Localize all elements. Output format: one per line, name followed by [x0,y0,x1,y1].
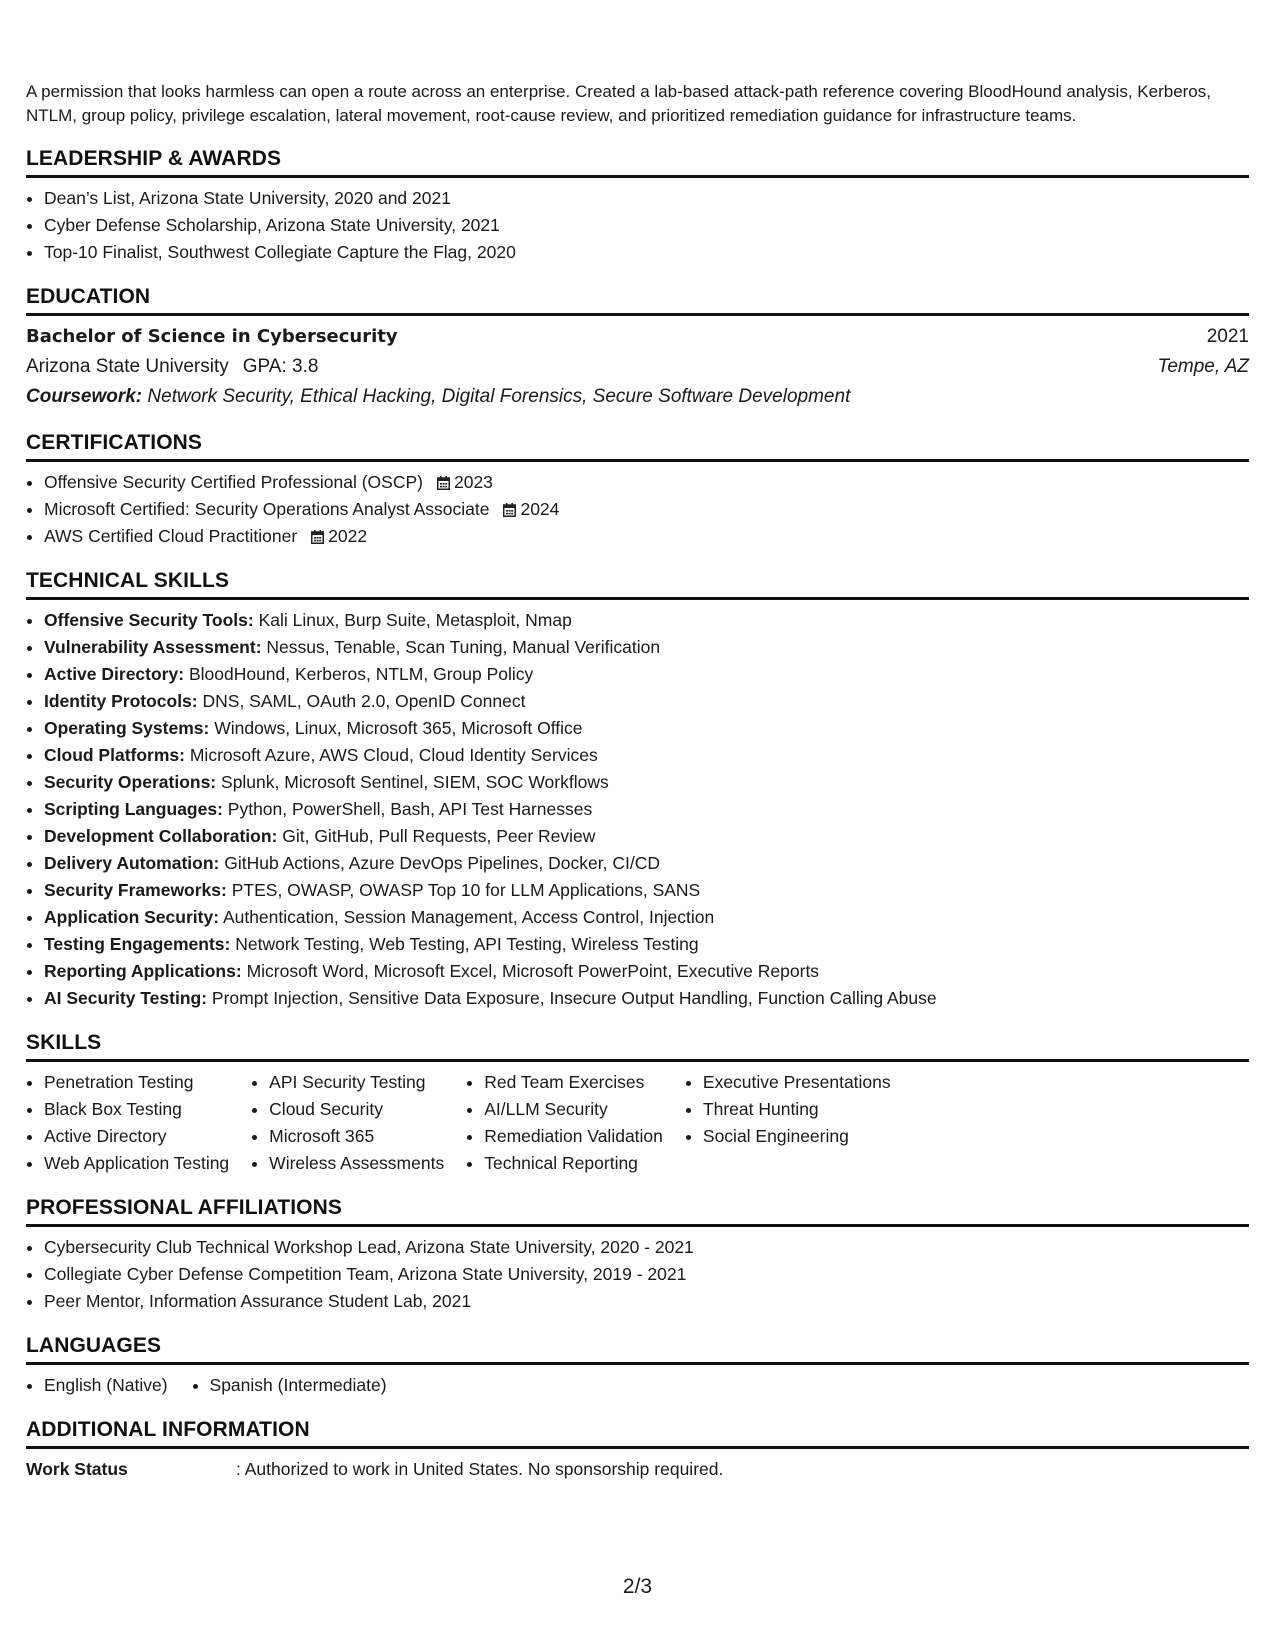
degree: Bachelor of Science in Cybersecurity [26,326,398,347]
coursework [26,382,1249,412]
skill-category-item [44,985,1249,1012]
skills-column [466,1069,663,1177]
list-item: • Dean’s List, Arizona State University, 2020 and 2021 [44,185,1249,212]
skill-category-label: Testing Engagements: [44,934,231,954]
skill-category-label: Identity Protocols: [44,691,198,711]
graduation-year: 2021 [1206,326,1249,347]
skill-category-item [44,607,1249,634]
section-skills [26,1030,1249,1177]
calendar-icon [311,530,324,544]
skill-category-item [44,823,1249,850]
education-entry [26,322,1249,412]
skill-item: • AI/LLM Security [484,1096,663,1123]
section-title: LEADERSHIP & AWARDS [26,146,1249,178]
skill-category-value: Prompt Injection, Sensitive Data Exposure, Insecure Output Handling, Function Calling Abuse [211,988,937,1008]
skill-category-value: PTES, OWASP, OWASP Top 10 for LLM Applications, SANS [231,880,701,900]
skill-category-value: Windows, Linux, Microsoft 365, Microsoft Office [214,718,583,738]
skill-item: • Technical Reporting [484,1150,663,1177]
certification-list [26,469,1249,550]
school-name: Arizona State University [26,356,229,377]
skill-category-item [44,904,1249,931]
certification-year: 2022 [328,526,368,546]
skill-category-value: Microsoft Azure, AWS Cloud, Cloud Identity Services [189,745,598,765]
section-education [26,284,1249,412]
skill-item: • Executive Presentations [703,1069,891,1096]
skill-category-label: Cloud Platforms: [44,745,185,765]
certification-item [44,523,1249,550]
certification-year: 2023 [453,472,493,492]
certification-name: AWS Certified Cloud Practitioner [44,526,298,546]
coursework-list: Network Security, Ethical Hacking, Digital Forensics, Secure Software Development [147,386,851,407]
skill-item: • Red Team Exercises [484,1069,663,1096]
skill-item: • API Security Testing [269,1069,444,1096]
skill-item: • Wireless Assessments [269,1150,444,1177]
skill-category-item [44,931,1249,958]
skill-category-label: Operating Systems: [44,718,210,738]
skill-category-item [44,850,1249,877]
affiliations-list [26,1234,1249,1315]
section-leadership [26,146,1249,266]
skill-category-item [44,769,1249,796]
skill-category-item [44,688,1249,715]
skill-category-value: GitHub Actions, Azure DevOps Pipelines, Docker, CI/CD [224,853,660,873]
skill-category-value: Git, GitHub, Pull Requests, Peer Review [282,826,596,846]
languages-row [26,1365,1249,1399]
project-description: A permission that looks harmless can open a route across an enterprise. Created a lab-based attack-path reference covering BloodHound analysis, Kerberos, NTLM, group policy, privilege escalation, lateral movement, root-cause review, and prioritized remediation guidance for infrastructure teams. [26,82,1211,125]
section-technical-skills [26,568,1249,1012]
work-status-value: : Authorized to work in United States. No sponsorship required. [236,1459,724,1479]
skill-item: • Black Box Testing [44,1096,229,1123]
list-item: • Peer Mentor, Information Assurance Student Lab, 2021 [44,1288,1249,1315]
certification-year: 2024 [520,499,560,519]
list-item: • Cyber Defense Scholarship, Arizona State University, 2021 [44,212,1249,239]
skill-category-label: Application Security: [44,907,220,927]
skill-category-item [44,661,1249,688]
skill-category-value: Kali Linux, Burp Suite, Metasploit, Nmap [258,610,572,630]
calendar-icon [437,476,450,490]
skill-category-label: Delivery Automation: [44,853,220,873]
skill-category-label: Offensive Security Tools: [44,610,254,630]
school-location: Tempe, AZ [1157,356,1249,377]
skills-column [251,1069,444,1177]
skill-item: • Penetration Testing [44,1069,229,1096]
section-title: LANGUAGES [26,1333,1249,1365]
resume-page [26,76,1249,1483]
skill-category-value: DNS, SAML, OAuth 2.0, OpenID Connect [202,691,526,711]
skill-category-value: Microsoft Word, Microsoft Excel, Microsoft PowerPoint, Executive Reports [246,961,820,981]
skills-column [685,1069,891,1177]
skill-category-label: Security Frameworks: [44,880,227,900]
section-title: TECHNICAL SKILLS [26,568,1249,600]
language-item: • Spanish (Intermediate) [210,1372,387,1399]
skill-item: • Web Application Testing [44,1150,229,1177]
work-status-row [26,1456,1249,1483]
list-item: • Top-10 Finalist, Southwest Collegiate Capture the Flag, 2020 [44,239,1249,266]
certification-item [44,496,1249,523]
list-item: • Collegiate Cyber Defense Competition Team, Arizona State University, 2019 - 2021 [44,1261,1249,1288]
skills-column [26,1069,229,1177]
coursework-label: Coursework: [26,386,143,407]
skill-category-label: Development Collaboration: [44,826,278,846]
skill-category-label: AI Security Testing: [44,988,208,1008]
skill-item: • Active Directory [44,1123,229,1150]
skill-category-item [44,634,1249,661]
page-number: 2/3 [622,1575,653,1598]
section-affiliations [26,1195,1249,1315]
section-title: EDUCATION [26,284,1249,316]
technical-skills-list [26,607,1249,1012]
skill-item: • Threat Hunting [703,1096,891,1123]
skill-category-value: BloodHound, Kerberos, NTLM, Group Policy [188,664,534,684]
section-languages [26,1333,1249,1399]
skill-item: • Cloud Security [269,1096,444,1123]
skill-category-value: Authentication, Session Management, Access Control, Injection [222,907,715,927]
skill-item: • Remediation Validation [484,1123,663,1150]
list-item: • Cybersecurity Club Technical Workshop Lead, Arizona State University, 2020 - 2021 [44,1234,1249,1261]
skill-category-label: Vulnerability Assessment: [44,637,262,657]
skill-category-item [44,877,1249,904]
skill-category-value: Python, PowerShell, Bash, API Test Harnesses [227,799,593,819]
skill-item: • Social Engineering [703,1123,891,1150]
section-certifications [26,430,1249,550]
gpa: GPA: 3.8 [242,356,319,377]
section-additional-info [26,1417,1249,1483]
skill-item: • Microsoft 365 [269,1123,444,1150]
skill-category-value: Network Testing, Web Testing, API Testing, Wireless Testing [235,934,699,954]
certification-name: Microsoft Certified: Security Operations Analyst Associate [44,499,490,519]
section-title: CERTIFICATIONS [26,430,1249,462]
skill-category-item [44,958,1249,985]
language-list [26,1372,168,1399]
calendar-icon [503,503,516,517]
skills-grid [26,1069,1249,1177]
skill-category-label: Scripting Languages: [44,799,223,819]
skill-category-value: Nessus, Tenable, Scan Tuning, Manual Verification [266,637,661,657]
skill-category-item [44,742,1249,769]
section-title: SKILLS [26,1030,1249,1062]
skill-category-label: Active Directory: [44,664,185,684]
language-list [192,1372,387,1399]
section-title: ADDITIONAL INFORMATION [26,1417,1249,1449]
skill-category-label: Security Operations: [44,772,217,792]
skill-category-item [44,796,1249,823]
language-item: • English (Native) [44,1372,168,1399]
certification-name: Offensive Security Certified Professional (OSCP) [44,472,423,492]
skill-category-item [44,715,1249,742]
skill-category-value: Splunk, Microsoft Sentinel, SIEM, SOC Workflows [221,772,609,792]
skill-category-label: Reporting Applications: [44,961,242,981]
work-status-label: Work Status [26,1459,128,1479]
leadership-list [26,185,1249,266]
section-title: PROFESSIONAL AFFILIATIONS [26,1195,1249,1227]
certification-item [44,469,1249,496]
